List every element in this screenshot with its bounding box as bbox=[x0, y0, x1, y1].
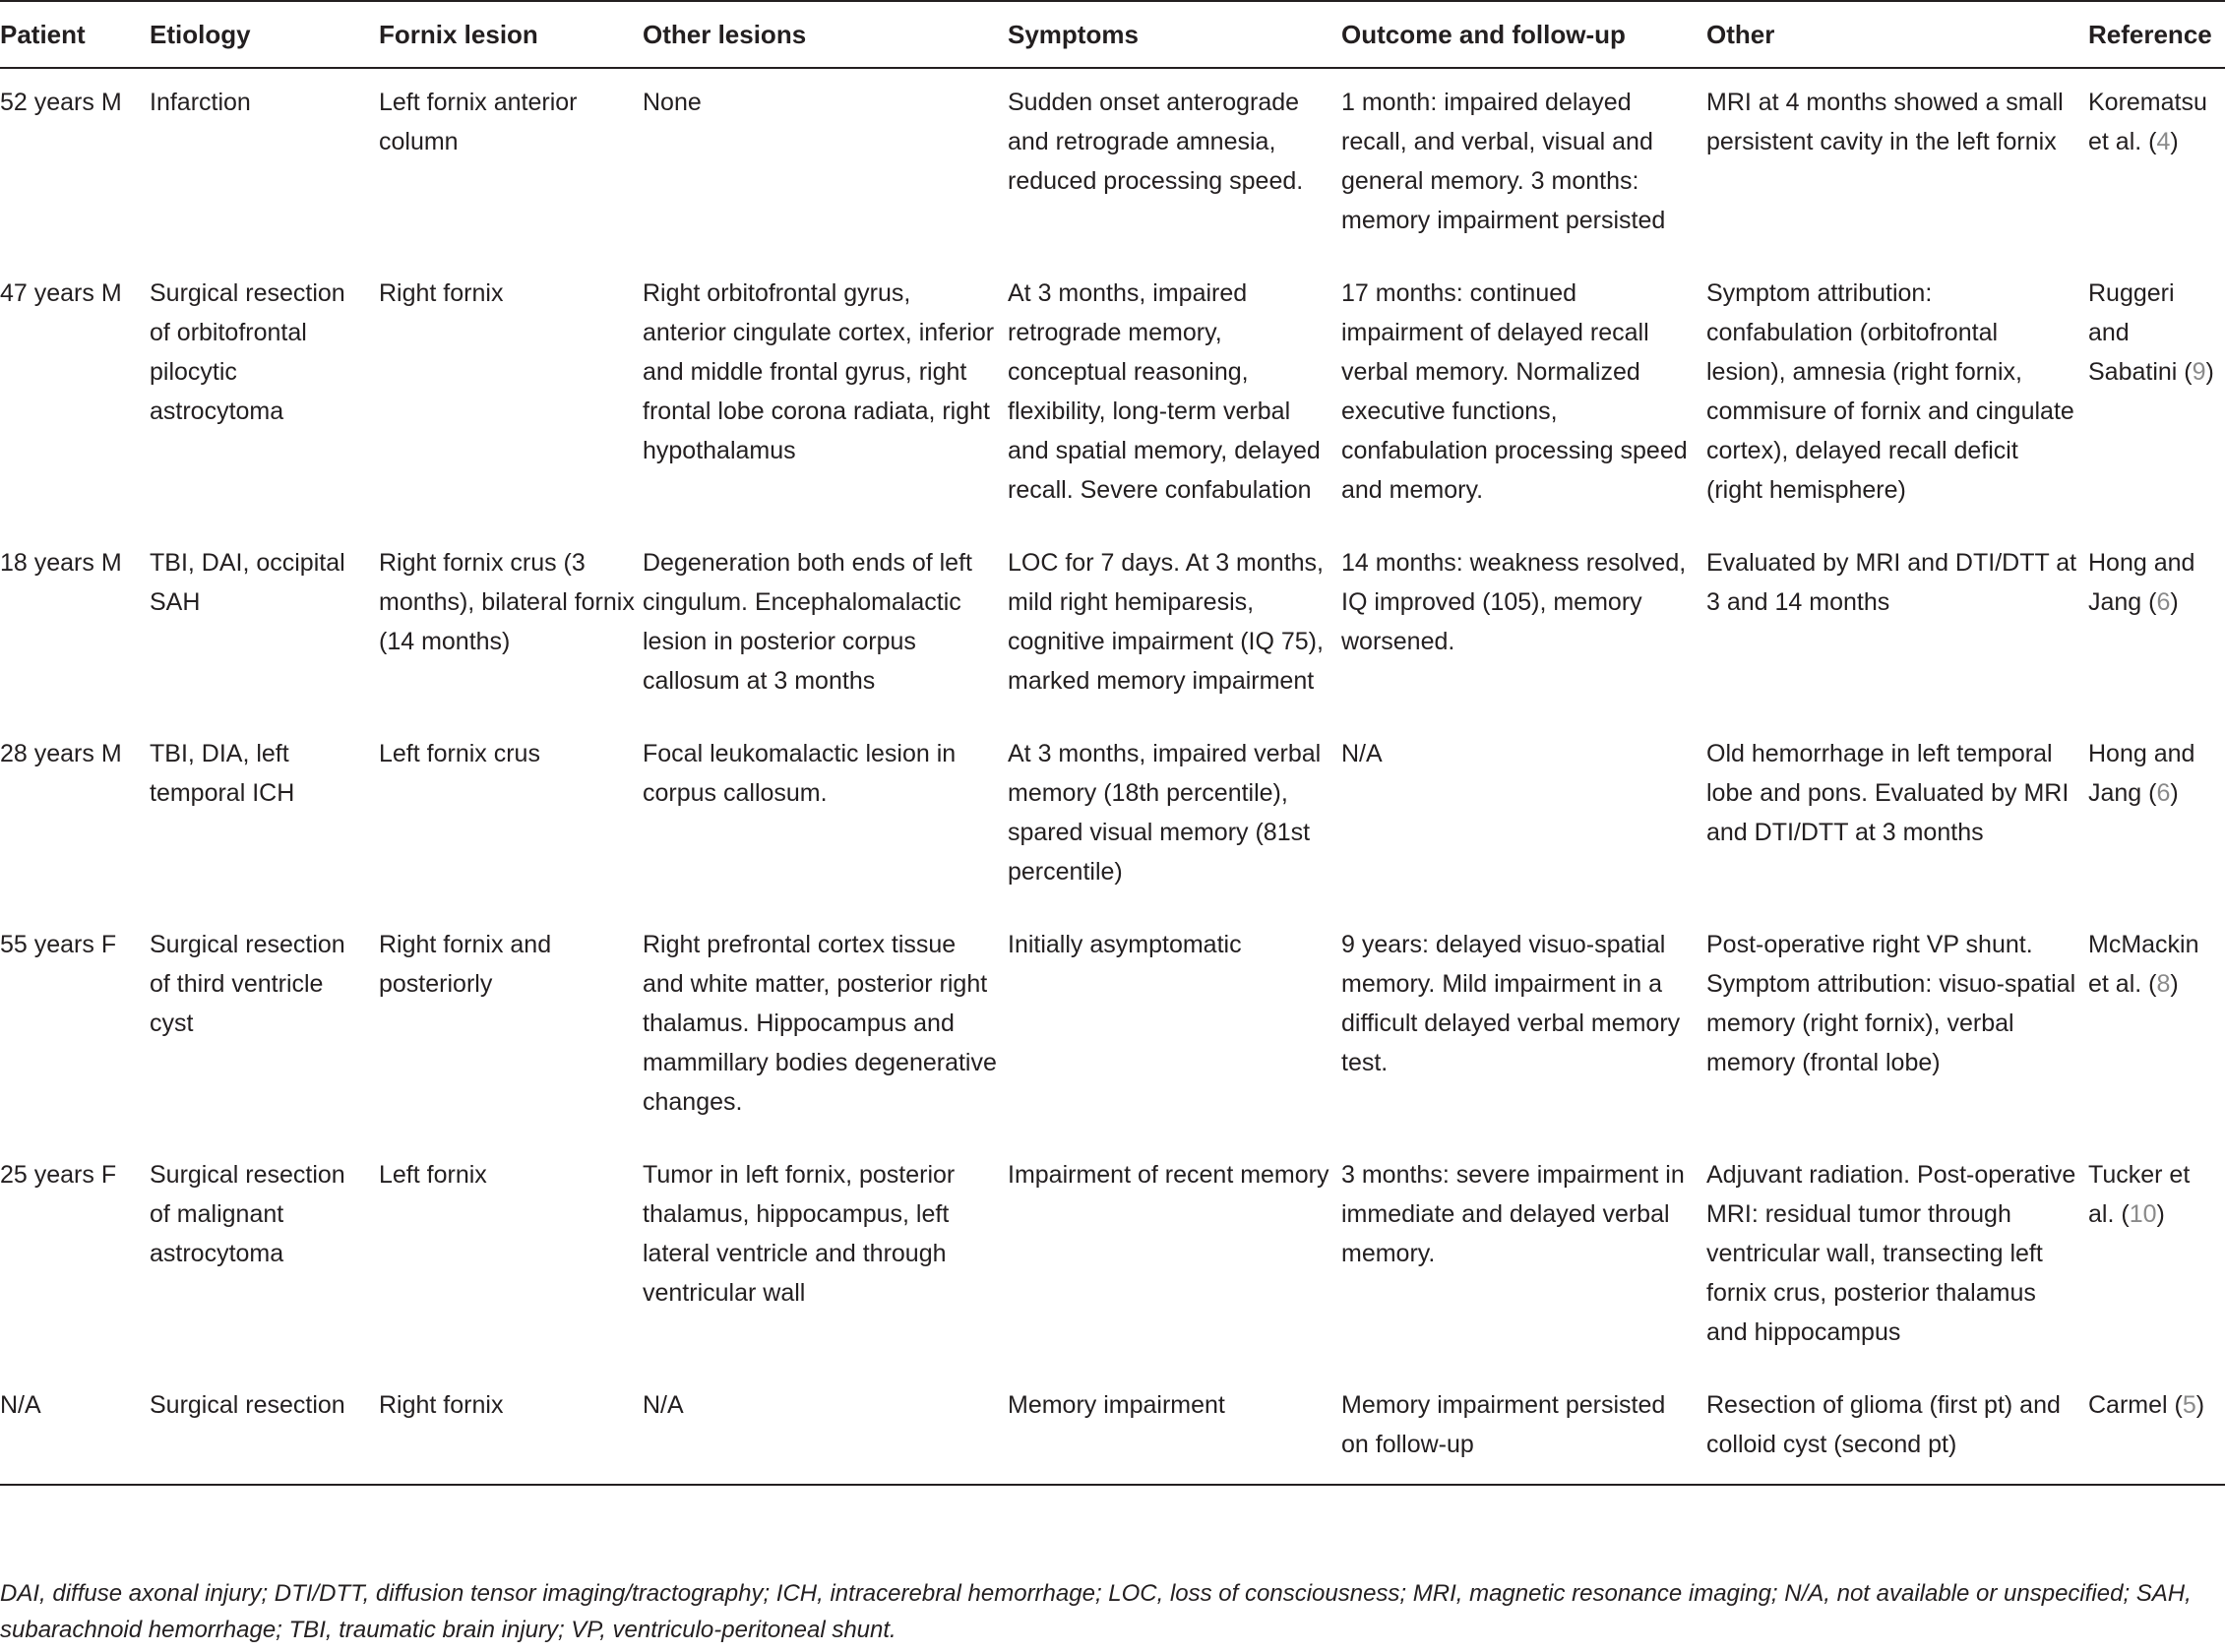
cell-other: Adjuvant radiation. Post-operative MRI: residual tumor through ventricular wall, transecting left fornix crus, posterior thalamus and hippocampus bbox=[1706, 1161, 2076, 1346]
reference-close-paren: ) bbox=[2170, 779, 2179, 807]
cell-etiology: TBI, DIA, left temporal ICH bbox=[150, 740, 295, 807]
reference-authors: Hong and Jang ( bbox=[2088, 740, 2195, 807]
cell-fornix-lesion: Left fornix anterior column bbox=[379, 89, 578, 155]
cell-etiology: Infarction bbox=[150, 89, 251, 116]
reference-authors: McMackin et al. ( bbox=[2088, 931, 2199, 998]
cell-outcome: 14 months: weakness resolved, IQ improved (105), memory worsened. bbox=[1341, 549, 1687, 655]
cell-fornix-lesion: Right fornix bbox=[379, 1372, 643, 1485]
cell-symptoms: Memory impairment bbox=[1008, 1372, 1341, 1485]
header-fornix-lesion: Fornix lesion bbox=[379, 1, 643, 68]
reference-authors: Hong and Jang ( bbox=[2088, 549, 2195, 616]
cell-symptoms: At 3 months, impaired verbal memory (18th percentile), spared visual memory (81st percentile) bbox=[1008, 740, 1322, 886]
cell-outcome: N/A bbox=[1341, 740, 1383, 767]
cell-patient: 55 years F bbox=[0, 931, 117, 958]
cell-outcome: 1 month: impaired delayed recall, and verbal, visual and general memory. 3 months: memory impairment persisted bbox=[1341, 89, 1666, 234]
cell-symptoms: At 3 months, impaired retrograde memory, conceptual reasoning, flexibility, long-term verbal and spatial memory, delayed recall. Severe confabulation bbox=[1008, 279, 1321, 504]
cell-etiology: Surgical resection of malignant astrocytoma bbox=[150, 1161, 345, 1267]
cell-etiology: Surgical resection of orbitofrontal pilocytic astrocytoma bbox=[150, 279, 345, 425]
cell-patient: 25 years F bbox=[0, 1161, 117, 1189]
table-row bbox=[0, 720, 2225, 911]
cell-reference bbox=[2088, 1141, 2225, 1372]
table-row bbox=[0, 1141, 2225, 1372]
reference-close-paren: ) bbox=[2170, 588, 2179, 616]
header-other: Other bbox=[1706, 1, 2088, 68]
header-etiology: Etiology bbox=[150, 1, 379, 68]
cell-other-lesions: Right prefrontal cortex tissue and white matter, posterior right thalamus. Hippocampus and mammillary bodies degenerative changes. bbox=[643, 931, 997, 1116]
cell-etiology: TBI, DAI, occipital SAH bbox=[150, 549, 345, 616]
reference-number-link[interactable]: 6 bbox=[2156, 779, 2171, 807]
cell-other-lesions: Degeneration both ends of left cingulum. Encephalomalactic lesion in posterior corpus callosum at 3 months bbox=[643, 549, 972, 695]
cell-patient: N/A bbox=[0, 1372, 150, 1485]
cell-outcome: 17 months: continued impairment of delayed recall verbal memory. Normalized executive functions, confabulation processing speed and memory. bbox=[1341, 279, 1688, 504]
cell-symptoms: Sudden onset anterograde and retrograde amnesia, reduced processing speed. bbox=[1008, 89, 1304, 195]
reference-number-link[interactable]: 5 bbox=[2182, 1391, 2196, 1419]
reference-close-paren: ) bbox=[2195, 1391, 2205, 1419]
table-footnote: DAI, diffuse axonal injury; DTI/DTT, diffusion tensor imaging/tractography; ICH, intracerebral hemorrhage; LOC, loss of consciousness; MRI, magnetic resonance imaging; N/A, not available or unspecified; SAH, subarachnoid hemorrhage; TBI, traumatic brain injury; VP, ventriculo-peritoneal shunt. bbox=[0, 1580, 2192, 1643]
cell-outcome: 3 months: severe impairment in immediate and delayed verbal memory. bbox=[1341, 1161, 1685, 1267]
reference-close-paren: ) bbox=[2170, 128, 2179, 155]
cell-symptoms: Initially asymptomatic bbox=[1008, 931, 1242, 958]
cell-other-lesions: N/A bbox=[643, 1372, 1008, 1485]
cell-fornix-lesion: Right fornix and posteriorly bbox=[379, 931, 552, 998]
table-row bbox=[0, 260, 2225, 529]
cell-fornix-lesion: Left fornix bbox=[379, 1161, 487, 1189]
reference-number-link[interactable]: 8 bbox=[2156, 970, 2171, 998]
cell-other-lesions: Right orbitofrontal gyrus, anterior cingulate cortex, inferior and middle frontal gyrus, right frontal lobe corona radiata, right hypothalamus bbox=[643, 279, 995, 464]
cell-other: MRI at 4 months showed a small persistent cavity in the left fornix bbox=[1706, 89, 2064, 155]
table-row bbox=[0, 529, 2225, 720]
header-patient: Patient bbox=[0, 1, 150, 68]
cell-reference bbox=[2088, 911, 2225, 1141]
reference-close-paren: ) bbox=[2205, 358, 2214, 386]
cell-fornix-lesion: Left fornix crus bbox=[379, 740, 540, 767]
cell-reference bbox=[2088, 68, 2225, 260]
cell-symptoms: LOC for 7 days. At 3 months, mild right hemiparesis, cognitive impairment (IQ 75), marked memory impairment bbox=[1008, 549, 1324, 695]
reference-number-link[interactable]: 10 bbox=[2129, 1200, 2157, 1228]
header-symptoms: Symptoms bbox=[1008, 1, 1341, 68]
cell-fornix-lesion: Right fornix crus (3 months), bilateral fornix (14 months) bbox=[379, 549, 635, 655]
cell-other-lesions: Focal leukomalactic lesion in corpus callosum. bbox=[643, 740, 957, 807]
cell-reference bbox=[2088, 260, 2225, 529]
cell-other: Evaluated by MRI and DTI/DTT at 3 and 14 months bbox=[1706, 549, 2077, 616]
cell-other: Old hemorrhage in left temporal lobe and pons. Evaluated by MRI and DTI/DTT at 3 months bbox=[1706, 740, 2070, 846]
reference-authors: Korematsu et al. ( bbox=[2088, 89, 2207, 155]
reference-number-link[interactable]: 9 bbox=[2192, 358, 2206, 386]
cell-reference bbox=[2088, 529, 2225, 720]
reference-authors: Carmel ( bbox=[2088, 1391, 2183, 1419]
cell-outcome: 9 years: delayed visuo-spatial memory. Mild impairment in a difficult delayed verbal memory test. bbox=[1341, 931, 1681, 1076]
cell-other-lesions: Tumor in left fornix, posterior thalamus, hippocampus, left lateral ventricle and through ventricular wall bbox=[643, 1161, 956, 1307]
header-reference: Reference bbox=[2088, 1, 2225, 68]
header-row bbox=[0, 1, 2225, 68]
table-row bbox=[0, 1372, 2225, 1485]
cell-patient: 47 years M bbox=[0, 279, 122, 307]
table-body bbox=[0, 68, 2225, 1485]
cell-other-lesions: None bbox=[643, 89, 702, 116]
cell-etiology: Surgical resection of third ventricle cyst bbox=[150, 931, 345, 1037]
header-other-lesions: Other lesions bbox=[643, 1, 1008, 68]
reference-close-paren: ) bbox=[2156, 1200, 2165, 1228]
cell-reference bbox=[2088, 720, 2225, 911]
table-header bbox=[0, 1, 2225, 68]
reference-authors: Ruggeri and Sabatini ( bbox=[2088, 279, 2193, 386]
cell-other: Post-operative right VP shunt. Symptom attribution: visuo-spatial memory (right fornix), verbal memory (frontal lobe) bbox=[1706, 931, 2076, 1076]
cell-fornix-lesion: Right fornix bbox=[379, 279, 504, 307]
cell-symptoms: Impairment of recent memory bbox=[1008, 1161, 1329, 1189]
cell-patient: 18 years M bbox=[0, 549, 122, 577]
table-row bbox=[0, 911, 2225, 1141]
cell-other: Symptom attribution: confabulation (orbitofrontal lesion), amnesia (right fornix, commisure of fornix and cingulate cortex), delayed recall deficit (right hemisphere) bbox=[1706, 279, 2074, 504]
reference-authors: Tucker et al. ( bbox=[2088, 1161, 2191, 1228]
reference-close-paren: ) bbox=[2170, 970, 2179, 998]
cell-patient: 52 years M bbox=[0, 89, 122, 116]
cell-etiology: Surgical resection bbox=[150, 1372, 379, 1485]
reference-number-link[interactable]: 4 bbox=[2156, 128, 2171, 155]
cell-reference bbox=[2088, 1372, 2225, 1485]
cell-patient: 28 years M bbox=[0, 740, 122, 767]
header-outcome: Outcome and follow-up bbox=[1341, 1, 1706, 68]
cell-other: Resection of glioma (first pt) and colloid cyst (second pt) bbox=[1706, 1372, 2088, 1485]
table-row bbox=[0, 68, 2225, 260]
cell-outcome: Memory impairment persisted on follow-up bbox=[1341, 1372, 1706, 1485]
reference-number-link[interactable]: 6 bbox=[2156, 588, 2171, 616]
